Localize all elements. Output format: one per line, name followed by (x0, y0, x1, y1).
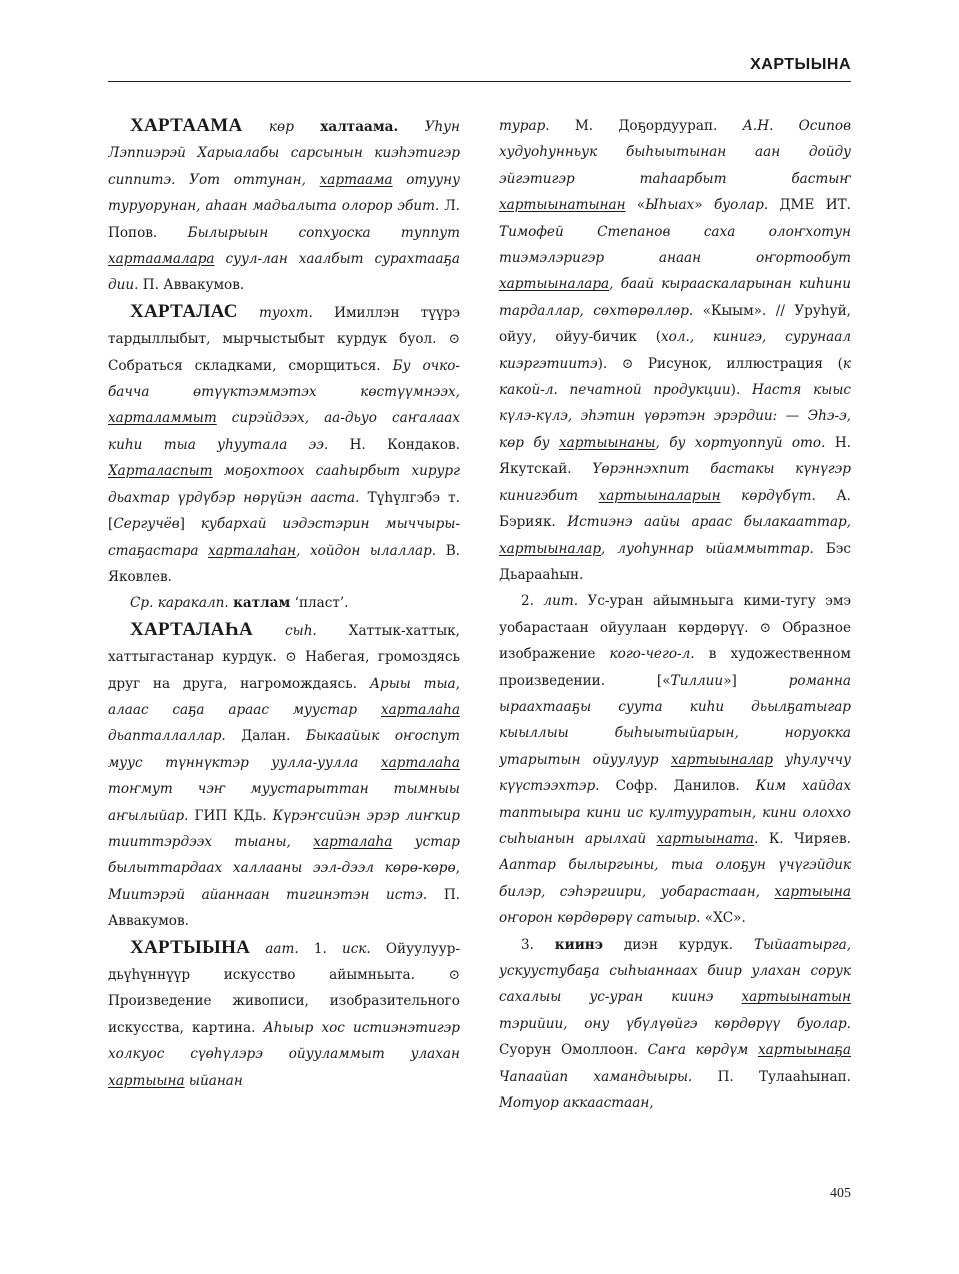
italic-text: лит. (543, 593, 579, 610)
italic-text: устар былыттардаах халлааны ээл-дээл көрө-көрө, Миитэрэй айаннаан тигинэтэн истэ. (108, 833, 460, 903)
text-run: «Кыым». // Уруһуй, ойуу, ойуу-бичик ( (499, 302, 851, 346)
text-run: ). ⊙ Рисунок, иллюстрация ( (597, 355, 843, 372)
italic-text: Настя кыыс күлэ-күлэ, эһэтин үөрэтэн эрэрдии: — Эһэ-э, көр бу (499, 382, 851, 451)
italic-text: тоҥмут чэҥ муустарыттан тымныы аҥылыйар. (108, 781, 460, 824)
text-run: ДМЕ ИТ. (768, 197, 851, 214)
text-run: Софр. Данилов. (599, 778, 756, 795)
italic-text: тэрийии, ону үбүлүөйгэ көрдөрүү буолар. (499, 1015, 851, 1032)
text-run: 2. (521, 593, 544, 610)
italic-text: хол., кинигэ, сурунаал киэргэтиитэ (499, 329, 851, 372)
underlined-example-word: харталаһа (380, 754, 460, 771)
italic-text: Ыһыах (645, 197, 695, 214)
headword: ХАРТАЛАҺА (130, 618, 253, 640)
bold-reference: халтаама. (320, 119, 399, 135)
underlined-example-word: Харталаспыт (108, 463, 213, 480)
underlined-example-word: хартыыналарын (598, 487, 721, 504)
italic-text: иск. (341, 940, 371, 957)
text-run: « (625, 197, 646, 214)
headword: ХАРТЫЫНА (130, 936, 251, 958)
text-run: Ойуулуур-дьүһүннүүр искусство айымньыта. ⊙ Произведение живописи, изобразительного искусства, картина. (108, 940, 460, 1036)
underlined-example-word: хартаама (319, 171, 393, 188)
italic-text: А.Н. Осипов худуоһунньук быһыытынан аан дойду эйгэтигэр таһаарбыт бастыҥ (499, 118, 851, 187)
italic-text: буолар. (713, 197, 769, 214)
dictionary-entry (108, 935, 460, 1094)
italic-text: көрдүбүт. (720, 487, 816, 504)
text-run: ). (730, 382, 752, 399)
italic-text: , хойдон ылаллар. (296, 542, 437, 559)
italic-text: , баай кырааскаларынан киһини тардаллар, сөхтөрөллөр. (499, 276, 851, 319)
italic-text: Күрэҥсийэн эрэр лиҥкир тииттэрдээх тыаны, (108, 807, 460, 850)
underlined-example-word: хартаамалара (108, 251, 215, 268)
italic-text: Чапаайап хамандыыры. (499, 1068, 693, 1085)
left-column (108, 113, 460, 1183)
text-run: В. Яковлев. (108, 542, 460, 585)
italic-text: Аһыыр хос истиэнэтигэр холкуос сүөһүлэрэ ойууламмыт улахан (108, 1019, 460, 1063)
italic-text: турар. (499, 118, 550, 134)
page-number: 405 (830, 1186, 851, 1201)
headword: ХАРТААМА (130, 115, 243, 136)
italic-text: туохт. (237, 304, 313, 321)
entry-paragraph (499, 932, 851, 1117)
text-run: . К. Чиряев. (754, 830, 851, 847)
underlined-example-word: хартыыналар (499, 540, 602, 557)
text-run: М. Доҕордуурап. (549, 118, 743, 134)
text-run: 3. (521, 936, 555, 953)
italic-text: Ср. каракалп. (130, 595, 234, 612)
italic-text: уһулуччу күүстээхтэр. (499, 751, 851, 795)
italic-text: Истиэнэ аайы араас былакааттар, (567, 514, 851, 531)
text-run: П. Аввакумов. (108, 886, 460, 930)
text-run: »] (723, 672, 789, 689)
text-run: 1. (298, 940, 342, 957)
italic-text: Былырыын сопхуоска туппут (187, 224, 460, 241)
text-run: ‘пласт’. (290, 595, 349, 612)
italic-text: ыйанан (184, 1072, 243, 1089)
text-run: Суорун Омоллоон. (499, 1042, 648, 1059)
text-run: А. Бэрияк. (499, 487, 851, 531)
text-run: Н. Якутскай. (499, 434, 851, 478)
headword: ХАРТАЛАС (130, 300, 238, 322)
underlined-example-word: хартыыналар (670, 751, 773, 768)
underlined-example-word: харталаһан (208, 542, 297, 559)
text-run: в художественном произведении. [« (499, 646, 851, 689)
text-run: Ус-уран айымньыга кими-тугу эмэ уобарастаан ойуулаан көрдөрүү. ⊙ Образное изображение (499, 593, 851, 663)
underlined-example-word: харталаһа (380, 701, 460, 718)
italic-text: Сергучёв (113, 516, 180, 533)
underlined-example-word: хартыынаны (558, 434, 656, 451)
running-head: ХАРТЫЫНА (750, 56, 851, 73)
italic-text: моҕохтоох сааһырбыт хирург дьахтар үрдүбэр нөрүйэн aacтa. (108, 463, 460, 506)
text-run: Имиллэн түүрэ тардыллыбыт, мырчыстыбыт курдук буол. ⊙ Собраться складками, сморщиться. (108, 304, 460, 374)
text-run: Н. Кондаков. (328, 436, 460, 453)
italic-text: Тиллии (670, 672, 724, 689)
italic-text: романна ыраахтааҕы суута киһи дьылҕатыгар кыыллыы быһыытыйарын, норуокка утарытын ойуулуур (499, 672, 851, 768)
italic-text: дьапталлаллар. (108, 728, 226, 745)
text-run: ] (179, 516, 201, 533)
underlined-example-word: харталаһа (313, 833, 393, 850)
underlined-example-word: хартыынаҕа (757, 1042, 851, 1059)
underlined-example-word: хартыынатынан (499, 197, 626, 214)
text-run: Бэс Дьарааһын. (499, 540, 851, 583)
underlined-example-word: харталаммыт (108, 410, 217, 427)
italic-text: аат. (250, 940, 299, 957)
italic-text: Тыйаатырга, ускуустубаҕа сыһыаннаах биир улахан сорук сахалыы ус-уран киинэ (499, 936, 851, 1006)
italic-text: суул-лан хаалбыт сурахтааҕа дии. (108, 251, 460, 294)
italic-text: көр (242, 119, 321, 135)
italic-text: , луоһуннар ыйаммыттар. (601, 540, 814, 557)
italic-text: сыһ. (252, 622, 317, 639)
entry-paragraph (499, 113, 851, 588)
italic-text: к какой-л. печатной продукции (499, 355, 851, 399)
text-run: Түһүлгэбэ т. [ (108, 489, 460, 533)
text-run: Л. Попов. (108, 198, 460, 241)
header-rule (108, 81, 851, 82)
text-run: ГИП КДь. (188, 807, 273, 824)
text-run: » (694, 197, 714, 214)
text-run: Хаттык-хаттык, хаттыгастанар курдук. ⊙ Набегая, громоздясь друг на друга, нагромождаясь. (108, 622, 460, 692)
italic-text: Уһун Лэппиэрэй Харыалабы сарсынын киэһэтигэр сиппитэ. Уот оттунан, (108, 119, 460, 188)
underlined-example-word: хартыына (108, 1072, 185, 1089)
italic-text: Бу очко-бачча өтүүктэммэтэх көстүүмнээх, (108, 357, 460, 401)
underlined-example-word: хартыыналара (499, 276, 610, 293)
bold-reference: киинэ (554, 936, 604, 953)
italic-text: , бу хортуоппуй ото. (655, 434, 826, 451)
italic-text: Ааптар былыргыны, тыа олоҕун үчүгэйдик билэр, сэһэргиири, уобарастаан, (499, 857, 851, 900)
italic-text: Тимофей Степанов саха олоҥхотун тиэмэлэригэр анаан оҥортообут (499, 223, 851, 267)
italic-text: Мотуор аккаастаан, (499, 1095, 654, 1112)
underlined-example-word: хартыыната (656, 830, 755, 847)
entry-paragraph (499, 588, 851, 931)
italic-text: кубархай иэдэстэрин мыччырыстаҕастара (108, 516, 460, 559)
underlined-example-word: хартыынатын (741, 989, 851, 1006)
right-column (499, 113, 851, 1183)
italic-text: сирэйдээх, аа-дьуо саҥалаах киһи тыа уһуутала ээ. (108, 410, 460, 453)
italic-text: Ким хайдах таптыыра кини ис култууратын, кини олоххо сыһыанын арылхай (499, 778, 851, 847)
text-run: Далан. (225, 728, 306, 745)
italic-text: Саҥа көрдүм (647, 1042, 758, 1059)
dictionary-entry (108, 617, 460, 935)
italic-text: Быкаайык оҥоспут муус түннүктэр уулла-уулла (108, 728, 460, 771)
italic-text: Арыы тыа, алаас саҕа араас муустар (108, 675, 460, 718)
text-run: диэн курдук. (603, 936, 754, 953)
text-run: П. Аввакумов. (138, 277, 245, 294)
text-run: «ХС». (700, 910, 746, 927)
italic-text: оҥорон көрдөрөрү сатыыр. (499, 910, 701, 927)
italic-text: кого-чего-л. (609, 646, 695, 663)
italic-text: Үөрэннэхпит бастакы күнүгэр кинигэбит (499, 461, 851, 504)
bold-reference: катлам (233, 595, 291, 612)
dictionary-entry (108, 113, 460, 299)
underlined-example-word: хартыына (774, 883, 851, 900)
text-run: П. Тулааһынап. (692, 1068, 851, 1085)
entry-paragraph (108, 590, 460, 616)
dictionary-entry (108, 299, 460, 590)
italic-text: отууну туруорунан, аһаан мадьалыта олорор эбит. (108, 171, 460, 215)
